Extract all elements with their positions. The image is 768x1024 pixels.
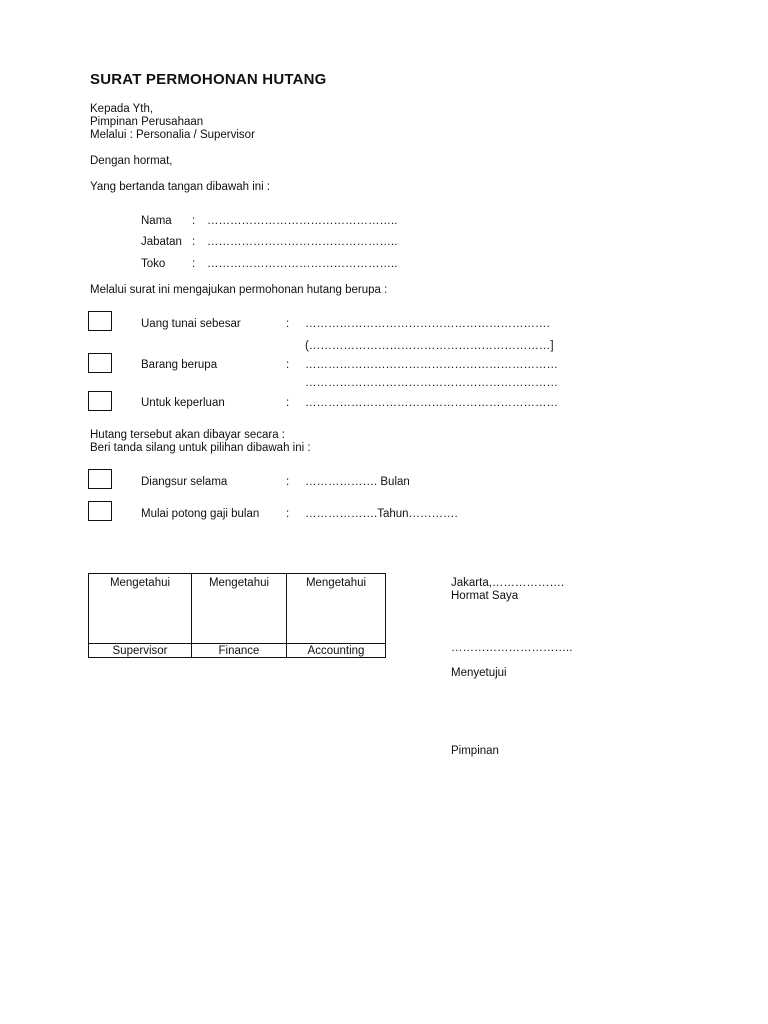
payment-field-bulan[interactable]: ………………. Bulan — [305, 476, 410, 488]
request-field-barang-2[interactable]: ………………………………………………………… — [305, 377, 558, 389]
request-intro: Melalui surat ini mengajukan permohonan hutang berupa : — [90, 284, 388, 296]
checkbox-diangsur[interactable] — [88, 469, 112, 489]
payment-colon: : — [286, 508, 290, 520]
approval-table — [88, 573, 386, 658]
identity-colon: : — [192, 258, 196, 270]
request-colon: : — [286, 359, 290, 371]
approval-role-supervisor: Supervisor — [89, 644, 192, 658]
payment-label-diangsur: Diangsur selama — [141, 476, 228, 488]
approval-role-finance: Finance — [192, 644, 287, 658]
identity-label-toko: Toko — [141, 258, 166, 270]
identity-field-toko[interactable]: ………………………………………….. — [207, 258, 398, 270]
payment-intro-2: Beri tanda silang untuk pilihan dibawah ini : — [90, 442, 311, 454]
request-field-barang-1[interactable]: ………………………………………………………… — [305, 359, 558, 371]
page-title: SURAT PERMOHONAN HUTANG — [90, 71, 327, 88]
checkbox-keperluan[interactable] — [88, 391, 112, 411]
signature-closing: Hormat Saya — [451, 590, 519, 602]
identity-label-jabatan: Jabatan — [141, 236, 182, 248]
signature-place-date[interactable]: Jakarta,………………. — [451, 577, 565, 589]
request-field-uang[interactable]: ………………………………………………………. — [305, 318, 550, 330]
checkbox-uang-tunai[interactable] — [88, 311, 112, 331]
request-label-barang: Barang berupa — [141, 359, 218, 371]
identity-colon: : — [192, 215, 196, 227]
approval-header-finance: Mengetahui — [192, 574, 287, 644]
payment-field-bulan-tahun[interactable]: ……………….Tahun…………. — [305, 508, 458, 520]
addressee-line-2: Pimpinan Perusahaan — [90, 116, 204, 128]
intro-text: Yang bertanda tangan dibawah ini : — [90, 181, 271, 193]
request-colon: : — [286, 397, 290, 409]
payment-label-potong-gaji: Mulai potong gaji bulan — [141, 508, 260, 520]
identity-label-nama: Nama — [141, 215, 172, 227]
signature-leader: Pimpinan — [451, 745, 499, 757]
identity-field-jabatan[interactable]: ………………………………………….. — [207, 236, 398, 248]
addressee-line-3: Melalui : Personalia / Supervisor — [90, 129, 255, 141]
request-colon: : — [286, 318, 290, 330]
request-field-keperluan[interactable]: ………………………………………………………… — [305, 397, 558, 409]
identity-colon: : — [192, 236, 196, 248]
greeting: Dengan hormat, — [90, 155, 173, 167]
signature-approve: Menyetujui — [451, 667, 507, 679]
request-field-uang-terbilang[interactable]: (………………………………………………………] — [305, 340, 554, 352]
payment-intro-1: Hutang tersebut akan dibayar secara : — [90, 429, 285, 441]
approval-header-supervisor: Mengetahui — [89, 574, 192, 644]
checkbox-potong-gaji[interactable] — [88, 501, 112, 521]
checkbox-barang[interactable] — [88, 353, 112, 373]
payment-colon: : — [286, 476, 290, 488]
request-label-keperluan: Untuk keperluan — [141, 397, 225, 409]
signature-line[interactable]: ………………………….. — [451, 642, 573, 654]
identity-field-nama[interactable]: ………………………………………….. — [207, 215, 398, 227]
approval-role-accounting: Accounting — [287, 644, 386, 658]
approval-header-accounting: Mengetahui — [287, 574, 386, 644]
addressee-line-1: Kepada Yth, — [90, 103, 154, 115]
request-label-uang: Uang tunai sebesar — [141, 318, 241, 330]
